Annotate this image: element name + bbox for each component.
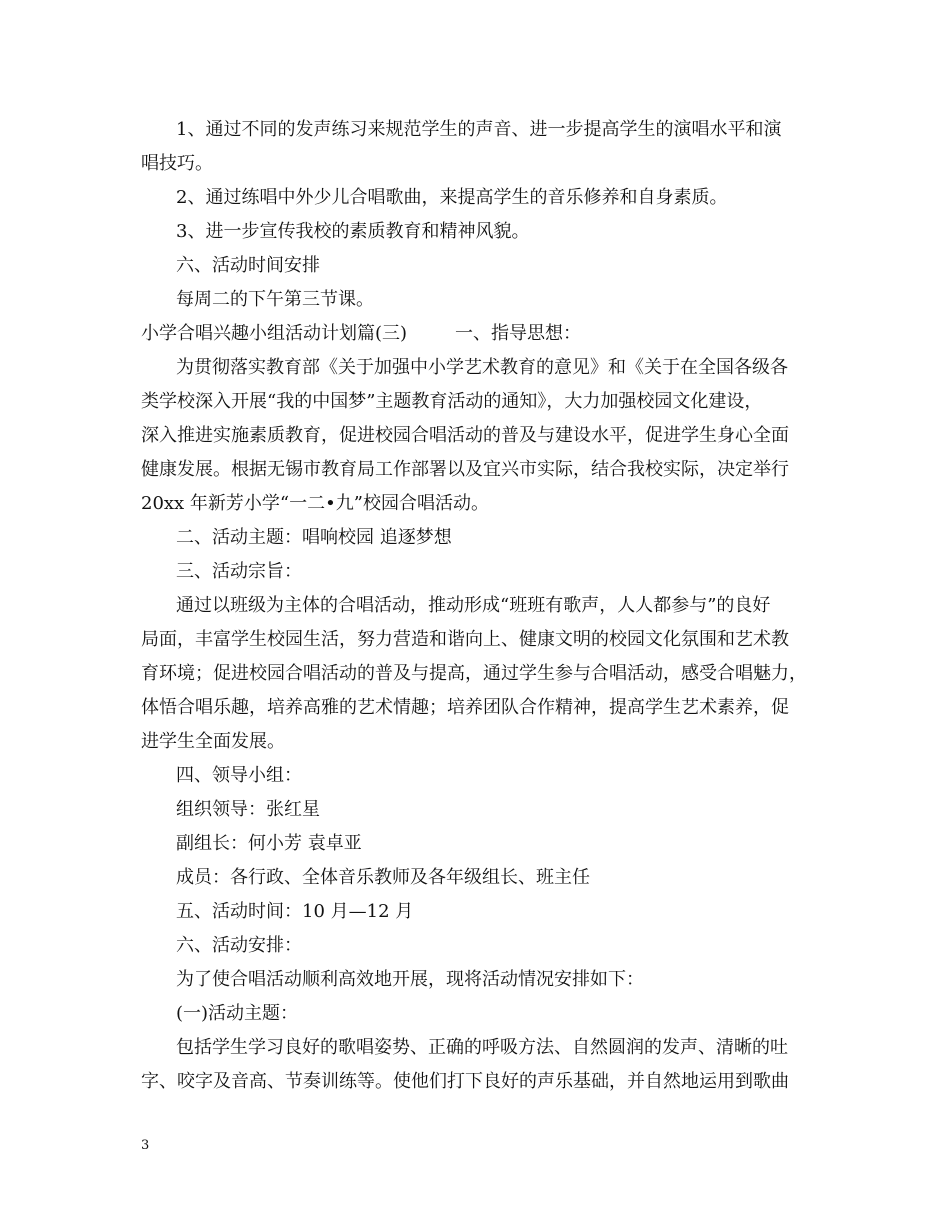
paragraph-line: 通过以班级为主体的合唱活动，推动形成“班班有歌声，人人都参与”的良好 [176, 595, 771, 616]
paragraph-line: 深入推进实施素质教育，促进校园合唱活动的普及与建设水平，促进学生身心全面 [141, 425, 789, 446]
paragraph-line: 组织领导：张红星 [176, 799, 320, 820]
paragraph-line: 为贯彻落实教育部《关于加强中小学艺术教育的意见》和《关于在全国各级各 [176, 357, 788, 378]
section-heading: 二、活动主题：唱响校园 追逐梦想 [176, 527, 452, 548]
paragraph-line: 唱技巧。 [141, 153, 213, 174]
paragraph-line: 3、进一步宣传我校的素质教育和精神风貌。 [176, 221, 530, 242]
paragraph-line: 成员：各行政、全体音乐教师及各年级组长、班主任 [176, 867, 590, 888]
paragraph-line: 进学生全面发展。 [141, 731, 285, 752]
section-heading: 五、活动时间：10 月—12 月 [176, 901, 414, 922]
paragraph-line: 20xx 年新芳小学“一二•九”校园合唱活动。 [141, 493, 489, 514]
paragraph-line: 为了使合唱活动顺利高效地开展，现将活动情况安排如下： [176, 969, 644, 990]
paragraph-line: 每周二的下午第三节课。 [176, 289, 374, 310]
paragraph-line: 2、通过练唱中外少儿合唱歌曲，来提高学生的音乐修养和自身素质。 [176, 187, 728, 208]
paragraph-line: 体悟合唱乐趣，培养高雅的艺术情趣；培养团队合作精神，提高学生艺术素养，促 [141, 697, 789, 718]
page-number: 3 [141, 1138, 150, 1153]
article-title: 小学合唱兴趣小组活动计划篇(三) [141, 323, 408, 344]
paragraph-line: 副组长：何小芳 袁卓亚 [176, 833, 362, 854]
section-heading: 六、活动安排： [176, 935, 302, 956]
section-heading: 四、领导小组： [176, 765, 302, 786]
subsection-heading: (一)活动主题： [176, 1003, 299, 1024]
paragraph-line: 育环境；促进校园合唱活动的普及与提高，通过学生参与合唱活动，感受合唱魅力， [141, 663, 807, 684]
paragraph-line: 健康发展。根据无锡市教育局工作部署以及宜兴市实际，结合我校实际，决定举行 [141, 459, 789, 480]
paragraph-line: 类学校深入开展“我的中国梦”主题教育活动的通知》，大力加强校园文化建设， [141, 391, 763, 412]
body-text [141, 113, 811, 1099]
paragraph-line: 包括学生学习良好的歌唱姿势、正确的呼吸方法、自然圆润的发声、清晰的吐 [176, 1037, 788, 1058]
paragraph-line: 字、咬字及音高、节奏训练等。使他们打下良好的声乐基础，并自然地运用到歌曲 [141, 1071, 789, 1092]
section-heading: 六、活动时间安排 [176, 255, 320, 276]
section-heading: 一、指导思想： [455, 323, 582, 344]
paragraph-line: 局面，丰富学生校园生活，努力营造和谐向上、健康文明的校园文化氛围和艺术教 [141, 629, 789, 650]
section-heading: 三、活动宗旨： [176, 561, 302, 582]
article-heading-line [141, 317, 811, 351]
paragraph-line: 1、通过不同的发声练习来规范学生的声音、进一步提高学生的演唱水平和演 [176, 119, 782, 140]
